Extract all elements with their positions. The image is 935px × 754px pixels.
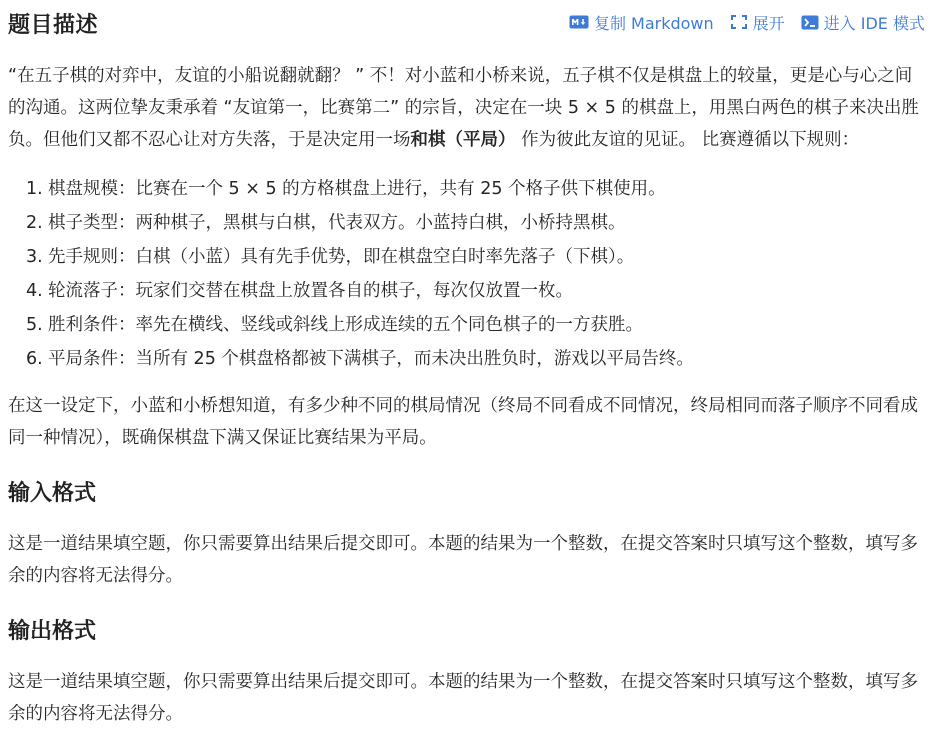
- input-format-text: 这是一道结果填空题，你只需要算出结果后提交即可。本题的结果为一个整数，在提交答案时只填写这个整数，填写多余的内容将无法得分。: [8, 534, 918, 586]
- terminal-icon: [801, 15, 819, 30]
- expand-button[interactable]: [730, 11, 785, 34]
- intro-bold-text: 和棋（平局）: [410, 130, 516, 150]
- list-item: [26, 206, 925, 240]
- list-item: [26, 342, 925, 376]
- expand-label: 展开: [752, 13, 785, 33]
- list-item: [26, 308, 925, 342]
- header-row: [8, 0, 925, 46]
- list-item: [26, 172, 925, 206]
- problem-content: [8, 60, 925, 730]
- output-format-text: 这是一道结果填空题，你只需要算出结果后提交即可。本题的结果为一个整数，在提交答案时只填写这个整数，填写多余的内容将无法得分。: [8, 672, 918, 724]
- list-item: [26, 274, 925, 308]
- list-item-number: 4.: [26, 281, 43, 301]
- list-item-text: 棋子类型：两种棋子，黑棋与白棋，代表双方。小蓝持白棋，小桥持黑棋。: [48, 213, 626, 233]
- input-format-title: 输入格式: [8, 481, 97, 506]
- expand-icon: [730, 14, 748, 30]
- rules-list: [8, 172, 925, 376]
- copy-markdown-label: 复制 Markdown: [593, 13, 714, 33]
- list-item-text: 轮流落子：玩家们交替在棋盘上放置各自的棋子，每次仅放置一枚。: [48, 281, 573, 301]
- markdown-icon: [569, 15, 589, 29]
- enter-ide-label: 进入 IDE 模式: [823, 13, 925, 33]
- intro-text-2: 作为彼此友谊的见证。 比赛遵循以下规则：: [515, 130, 860, 150]
- page-title: 题目描述: [8, 12, 99, 38]
- list-item-text: 棋盘规模：比赛在一个 5 × 5 的方格棋盘上进行，共有 25 个格子供下棋使用。: [48, 179, 666, 199]
- list-item-text: 平局条件：当所有 25 个棋盘格都被下满棋子，而未决出胜负时，游戏以平局告终。: [48, 349, 694, 369]
- copy-markdown-button[interactable]: [569, 11, 714, 34]
- enter-ide-button[interactable]: [801, 11, 925, 34]
- list-item-number: 2.: [26, 213, 43, 233]
- question-paragraph: 在这一设定下，小蓝和小桥想知道，有多少种不同的棋局情况（终局不同看成不同情况，终局相同而落子顺序不同看成同一种情况），既确保棋盘下满又保证比赛结果为平局。: [8, 396, 918, 448]
- list-item-number: 3.: [26, 247, 43, 267]
- output-format-title: 输出格式: [8, 619, 97, 644]
- list-item-text: 胜利条件：率先在横线、竖线或斜线上形成连续的五个同色棋子的一方获胜。: [48, 315, 643, 335]
- list-item: [26, 240, 925, 274]
- output-format-section: [8, 616, 925, 730]
- toolbar-actions: [569, 11, 925, 34]
- list-item-number: 1.: [26, 179, 43, 199]
- intro-paragraph: [8, 60, 925, 156]
- input-format-section: [8, 478, 925, 592]
- list-item-number: 5.: [26, 315, 43, 335]
- intro-text-1: “在五子棋的对弈中，友谊的小船说翻就翻？ ” 不！对小蓝和小桥来说，五子棋不仅是棋盘上的较量，更是心与心之间的沟通。这两位挚友秉承着 “友谊第一，比赛第二” 的宗旨，决定在一块 5 × 5 的棋盘上，用黑白两色的棋子来决出胜负。但他们又都不忍心让对方失落，于是决定用一场: [8, 66, 919, 150]
- list-item-text: 先手规则：白棋（小蓝）具有先手优势，即在棋盘空白时率先落子（下棋）。: [48, 247, 635, 267]
- list-item-number: 6.: [26, 349, 43, 369]
